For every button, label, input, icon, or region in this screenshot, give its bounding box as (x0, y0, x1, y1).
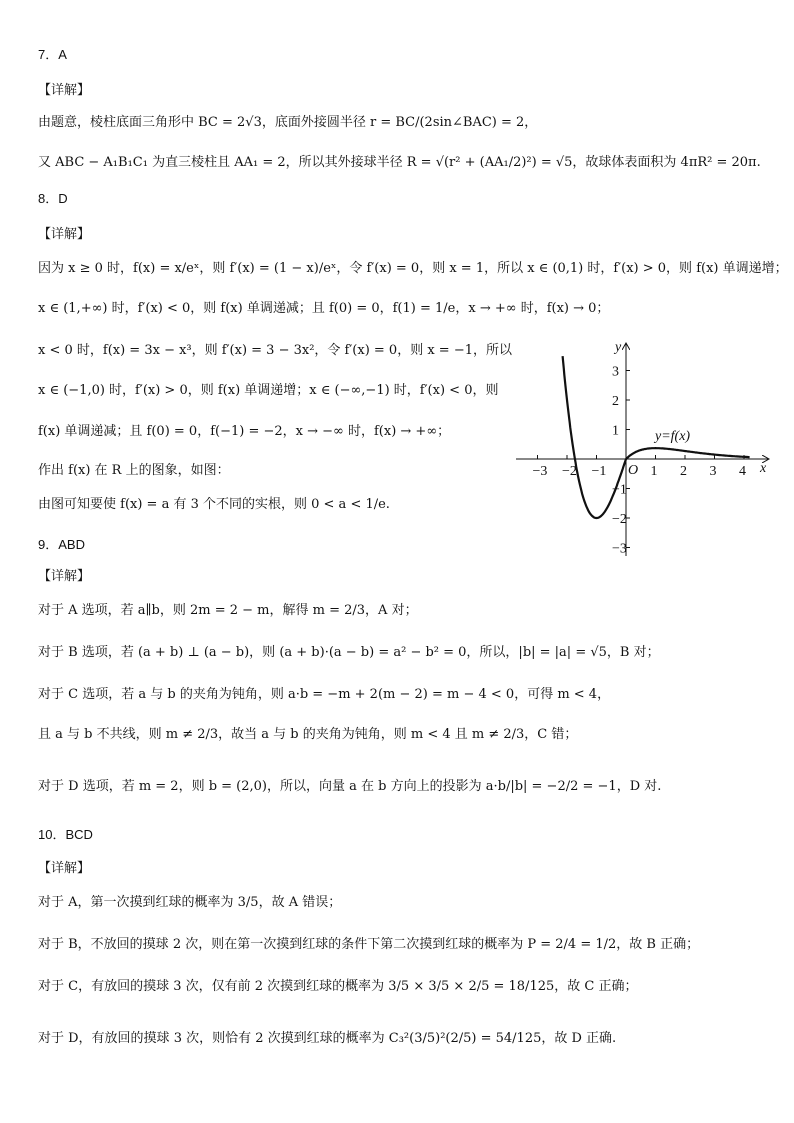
origin-label: O (628, 463, 639, 478)
q10-line-4: 对于 D，有放回的摸球 3 次，则恰有 2 次摸到红球的概率为 C₃²(3/5)²(2/5) = 54/125，故 D 正确. (38, 1031, 617, 1046)
y-tick-label: −2 (612, 512, 627, 527)
curve-label: y=f(x) (655, 429, 691, 444)
y-axis-label: y (615, 340, 622, 355)
q10-line-2: 对于 B，不放回的摸球 2 次，则在第一次摸到红球的条件下第二次摸到红球的概率为 P = 2/4 = 1/2，故 B 正确； (38, 937, 700, 952)
x-tick-label: −3 (532, 464, 548, 479)
x-tick-label: 2 (680, 464, 687, 479)
q9-line-2: 对于 B 选项，若 (a + b) ⊥ (a − b)，则 (a + b)·(a − b) = a² − b² = 0，所以，|b| = |a| = √5，B 对； (38, 645, 660, 660)
x-tick-label: 4 (739, 464, 746, 479)
x-tick-label: −2 (562, 464, 577, 479)
x-axis-label: x (760, 461, 767, 476)
q8-line-2: x ∈ (1,+∞) 时，f′(x) < 0，则 f(x) 单调递减；且 f(0) = 0，f(1) = 1/e，x → +∞ 时，f(x) → 0； (38, 301, 610, 316)
q10-line-1: 对于 A，第一次摸到红球的概率为 3/5，故 A 错误； (38, 895, 342, 910)
q9-line-1: 对于 A 选项，若 a∥b，则 2m = 2 − m，解得 m = 2/3，A 对； (38, 603, 418, 618)
q10-line-3: 对于 C，有放回的摸球 3 次，仅有前 2 次摸到红球的概率为 3/5 × 3/5 × 2/5 = 18/125，故 C 正确； (38, 979, 638, 994)
q7-line-1: 由题意，棱柱底面三角形中 BC = 2√3，底面外接圆半径 r = BC/(2sin∠BAC) = 2， (38, 115, 538, 130)
y-tick-label: −1 (612, 482, 627, 498)
y-tick-label: 2 (612, 394, 619, 409)
q7-detail-heading: 【详解】 (38, 83, 91, 98)
q9-line-3: 对于 C 选项，若 a 与 b 的夹角为钝角，则 a·b = −m + 2(m − 2) = m − 4 < 0，可得 m < 4， (38, 687, 611, 702)
q9-line-4: 且 a 与 b 不共线，则 m ≠ 2/3，故当 a 与 b 的夹角为钝角，则 m < 4 且 m ≠ 2/3，C 错； (38, 727, 578, 742)
q8-line-4: x ∈ (−1,0) 时，f′(x) > 0，则 f(x) 单调递增；x ∈ (−∞,−1) 时，f′(x) < 0，则 (38, 383, 499, 398)
q7-answer: 7．A (38, 47, 67, 62)
x-tick-label: 3 (709, 464, 717, 479)
y-tick-label: −3 (612, 541, 627, 557)
q10-detail-heading: 【详解】 (38, 861, 91, 876)
q8-line-5: f(x) 单调递减；且 f(0) = 0，f(−1) = −2，x → −∞ 时，f(x) → +∞； (38, 424, 451, 439)
y-tick-label: 3 (612, 364, 619, 380)
y-tick-label: 1 (612, 423, 619, 439)
q8-line-1: 因为 x ≥ 0 时，f(x) = x/eˣ，则 f′(x) = (1 − x)/eˣ，令 f′(x) = 0，则 x = 1，所以 x ∈ (0,1) 时，f′(x) > 0，则 f(x) 单调递增； (38, 261, 788, 276)
q9-answer: 9．ABD (38, 537, 85, 552)
q8-line-6: 作出 f(x) 在 R 上的图象，如图： (38, 463, 230, 478)
q9-line-5: 对于 D 选项，若 m = 2，则 b = (2,0)，所以，向量 a 在 b 方向上的投影为 a·b/|b| = −2/2 = −1，D 对. (38, 779, 662, 794)
q10-answer: 10．BCD (38, 827, 93, 842)
x-tick-label: −1 (591, 464, 607, 479)
q8-line-3: x < 0 时，f(x) = 3x − x³，则 f′(x) = 3 − 3x²，令 f′(x) = 0，则 x = −1，所以 (38, 343, 512, 358)
x-tick-label: 1 (650, 464, 658, 479)
function-graph (512, 338, 774, 560)
q9-detail-heading: 【详解】 (38, 569, 91, 584)
q8-answer: 8．D (38, 191, 68, 206)
q8-line-7: 由图可知要使 f(x) = a 有 3 个不同的实根，则 0 < a < 1/e. (38, 497, 390, 512)
q8-detail-heading: 【详解】 (38, 227, 91, 242)
q7-line-2: 又 ABC − A₁B₁C₁ 为直三棱柱且 AA₁ = 2，所以其外接球半径 R = √(r² + (AA₁/2)²) = √5，故球体表面积为 4πR² = 20π. (38, 155, 761, 170)
